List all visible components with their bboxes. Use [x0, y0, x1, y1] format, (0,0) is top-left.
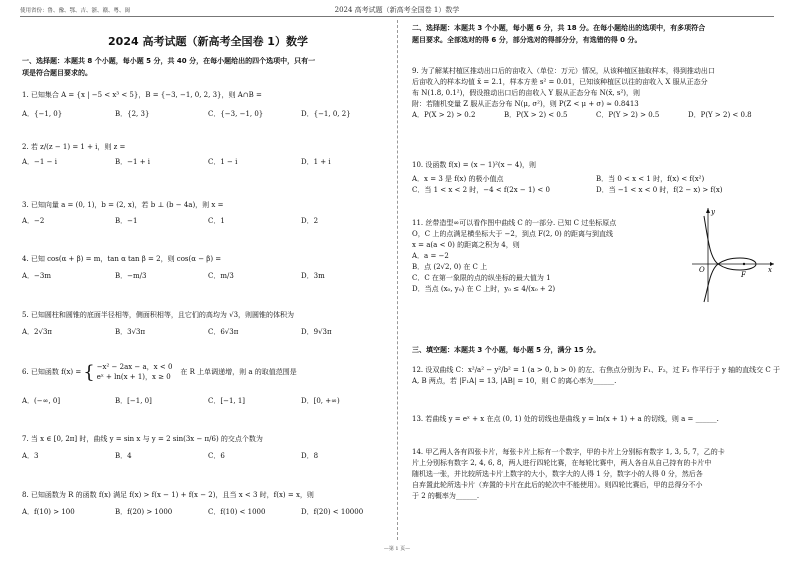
graph-origin-label: O: [699, 266, 705, 274]
q11-line-2: O，C 上的点满足横坐标大于 −2，到点 F(2, 0) 的距离与到直线: [412, 230, 613, 238]
section-1-line-2: 项是符合题目要求的。: [22, 69, 92, 77]
q11-line-3: x = a(a < 0) 的距离之积为 4，则: [412, 241, 520, 249]
question-13: 13. 若曲线 y = eˣ + x 在点 (0, 1) 处的切线也是曲线 y = ln(x + 1) + a 的切线，则 a = ______.: [412, 415, 719, 423]
question-2: [22, 142, 394, 168]
section-1-line-1: 一、选择题：本题共 8 个小题，每小题 5 分，共 40 分，在每小题给出的四个选项中，只有一: [22, 57, 316, 65]
q6-prefix: 6. 已知函数 f(x) =: [22, 367, 82, 376]
question-14: [412, 447, 780, 502]
q10-stem: 10. 设函数 f(x) = (x − 1)²(x − 4)，则: [412, 161, 537, 169]
q1-option-c: C．{−3, −1, 0}: [208, 110, 264, 118]
q11-line-1: 11. 丝带造型∞可以看作图中曲线 C 的一部分. 已知 C 过坐标原点: [412, 219, 617, 227]
q3-stem: 3. 已知向量 a = (0, 1)，b = (2, x)，若 b ⊥ (b − 4a)，则 x =: [22, 201, 224, 209]
q3-option-b: B．−1: [115, 217, 138, 225]
graph-curve-c: [704, 216, 756, 302]
q8-option-a: A．f(10) > 100: [22, 508, 75, 516]
q3-option-d: D．2: [301, 217, 319, 225]
q8-stem: 8. 已知函数为 R 的函数 f(x) 满足 f(x) > f(x − 1) + f(x − 2)，且当 x < 3 时，f(x) = x，则: [22, 491, 314, 499]
q7-option-c: C．6: [208, 452, 225, 460]
q6-option-b: B．[−1, 0]: [115, 397, 152, 405]
q10-option-a: A．x = 3 是 f(x) 的极小值点: [412, 175, 504, 183]
q3-option-a: A．−2: [22, 217, 45, 225]
q11-option-a: A．a = −2: [412, 252, 449, 260]
q9-line-2: 后亩收入的样本均值 x̄ = 2.1，样本方差 s² = 0.01，已知该种植区以往的亩收入 X 服从正态分: [412, 78, 708, 86]
q11-option-c: C．C 在第一象限的点的纵坐标的最大值为 1: [412, 274, 551, 282]
question-5: [22, 310, 394, 338]
q5-stem: 5. 已知圆柱和圆锥的底面半径相等，侧面积相等，且它们的高均为 √3，则圆锥的体积为: [22, 311, 295, 319]
q8-option-c: C．f(10) < 1000: [208, 508, 266, 516]
graph-focus-label: F: [741, 271, 746, 279]
q5-option-d: D．9√3π: [301, 328, 332, 336]
q7-option-d: D．8: [301, 452, 319, 460]
q4-option-a: A．−3m: [22, 272, 52, 280]
graph-x-label: x: [768, 266, 772, 274]
question-6: [22, 362, 394, 407]
q4-option-d: D．3m: [301, 272, 325, 280]
section-2-line-2: 题目要求。全部选对的得 6 分，部分选对的得部分分，有选错的得 0 分。: [412, 36, 642, 44]
question-11: [412, 218, 682, 295]
q11-option-d: D．当点 (x₀, y₀) 在 C 上时，y₀ ≤ 4/(x₀ + 2): [412, 285, 556, 293]
q10-option-c: C．当 1 < x < 2 时，−4 < f(2x − 1) < 0: [412, 186, 550, 194]
right-column: [412, 22, 780, 500]
q7-stem: 7. 当 x ∈ [0, 2π] 时，曲线 y = sin x 与 y = 2 sin(3x − π/6) 的交点个数为: [22, 435, 263, 443]
q1-option-a: A．{−1, 0}: [22, 110, 63, 118]
page-title: 2024 高考试题（新高考全国卷 1）数学: [108, 35, 308, 48]
q1-stem: 1. 已知集合 A = {x | −5 < x³ < 5}，B = {−3, −1, 0, 2, 3}，则 A∩B =: [22, 91, 262, 99]
q9-option-d: D．P(Y > 2) < 0.8: [688, 111, 752, 119]
left-column: [22, 22, 394, 516]
q11-curve-graph: [684, 204, 776, 304]
q6-option-d: D．[0, +∞): [301, 397, 340, 405]
q4-option-c: C．m/3: [208, 272, 234, 280]
q4-option-b: B．−m/3: [115, 272, 147, 280]
q2-stem: 2. 若 z/(z − 1) = 1 + i，则 z =: [22, 143, 126, 151]
q6-option-a: A．(−∞, 0]: [22, 397, 61, 405]
q4-stem: 4. 已知 cos(α + β) = m，tan α tan β = 2，则 cos(α − β) =: [22, 255, 222, 263]
q12-line-2: A, B 两点，若 |F₁A| = 13, |AB| = 10，则 C 的离心率为______.: [412, 377, 617, 385]
q2-option-a: A．−1 − i: [22, 158, 57, 166]
question-9: [412, 66, 780, 121]
q5-option-a: A．2√3π: [22, 328, 53, 336]
page-footer: —第 1 页—: [383, 546, 411, 552]
q9-option-b: B．P(X > 2) < 0.5: [504, 111, 568, 119]
question-4: [22, 254, 394, 282]
header-rule: [20, 16, 774, 17]
q9-option-c: C．P(Y > 2) > 0.5: [596, 111, 660, 119]
q9-line-1: 9. 为了解某村植区推动出口后的亩收入（单位：万元）情况，从该种植区抽取样本，得到推动出口: [412, 67, 715, 75]
q8-option-b: B．f(20) > 1000: [115, 508, 173, 516]
q14-line-2: 片上分别标有数字 2, 4, 6, 8，两人进行四轮比赛，在每轮比赛中，两人各自从自己持有的卡片中: [412, 459, 712, 467]
q6-case-2: eˣ + ln(x + 1)，x ≥ 0: [96, 373, 171, 381]
q9-option-a: A．P(X > 2) > 0.2: [412, 111, 476, 119]
q7-option-b: B．4: [115, 452, 132, 460]
question-8: [22, 490, 394, 518]
graph-y-label: y: [711, 208, 715, 216]
header-title: 2024 高考试题（新高考全国卷 1）数学: [334, 6, 460, 14]
question-10: [412, 160, 780, 196]
q14-line-5: 于 2 的概率为______.: [412, 492, 480, 500]
header-provinces: 使用省份：鲁、豫、鄂、吉、浙、赣、粤、闽: [20, 8, 131, 14]
q2-option-d: D．1 + i: [301, 158, 331, 166]
question-1: [22, 90, 394, 120]
question-3: [22, 200, 394, 227]
q10-option-b: B．当 0 < x < 1 时，f(x) < f(x²): [596, 175, 705, 183]
column-divider: [397, 20, 398, 540]
q8-option-d: D．f(20) < 10000: [301, 508, 364, 516]
q5-option-b: B．3√3π: [115, 328, 146, 336]
question-12: [412, 365, 780, 387]
q7-option-a: A．3: [22, 452, 39, 460]
q1-option-b: B．{2, 3}: [115, 110, 150, 118]
q14-line-1: 14. 甲乙两人各有四张卡片，每张卡片上标有一个数字，甲的卡片上分别标有数字 1, 3, 5, 7，乙的卡: [412, 448, 725, 456]
q5-option-c: C．6√3π: [208, 328, 239, 336]
graph-focus-point: [743, 263, 745, 265]
q2-option-b: B．−1 + i: [115, 158, 151, 166]
q14-line-3: 随机选一张，并比较所选卡片上数字的大小，数字大的人得 1 分，数字小的人得 0 分，然后各: [412, 470, 703, 478]
q9-line-3: 布 N(1.8, 0.1²)，假设推动出口后的亩收入 Y 服从正态分布 N(x̄, s²)，则: [412, 89, 641, 97]
q11-option-b: B．点 (2√2, 0) 在 C 上: [412, 263, 488, 271]
question-7: [22, 434, 394, 462]
q2-option-c: C．1 − i: [208, 158, 238, 166]
q6-suffix: 在 R 上单调递增，则 a 的取值范围是: [180, 367, 297, 376]
q6-option-c: C．[−1, 1]: [208, 397, 246, 405]
q6-case-1: −x² − 2ax − a，x < 0: [96, 363, 173, 371]
section-2-line-1: 二、选择题：本题共 3 个小题，每小题 6 分，共 18 分。在每小题给出的选项中，有多项符合: [412, 24, 706, 32]
q14-line-4: 自弃置此轮所选卡片（弃置的卡片在此后的轮次中不能使用）。则四轮比赛后，甲的总得分不小: [412, 481, 703, 489]
q12-line-1: 12. 设双曲线 C：x²/a² − y²/b² = 1 (a > 0, b > 0) 的左、右焦点分别为 F₁、F₂，过 F₂ 作平行于 y 轴的直线交 C 于: [412, 366, 780, 374]
q1-option-d: D．{−1, 0, 2}: [301, 110, 351, 118]
q6-brace: {: [83, 361, 95, 383]
q9-line-4: 附：若随机变量 Z 服从正态分布 N(μ, σ²)，则 P(Z < μ + σ) ≈ 0.8413: [412, 100, 639, 108]
q10-option-d: D．当 −1 < x < 0 时，f(2 − x) > f(x): [596, 186, 723, 194]
q3-option-c: C．1: [208, 217, 225, 225]
section-3-heading: 三、填空题：本题共 3 个小题，每小题 5 分，满分 15 分。: [412, 346, 601, 354]
graph-y-arrow: [706, 208, 710, 213]
